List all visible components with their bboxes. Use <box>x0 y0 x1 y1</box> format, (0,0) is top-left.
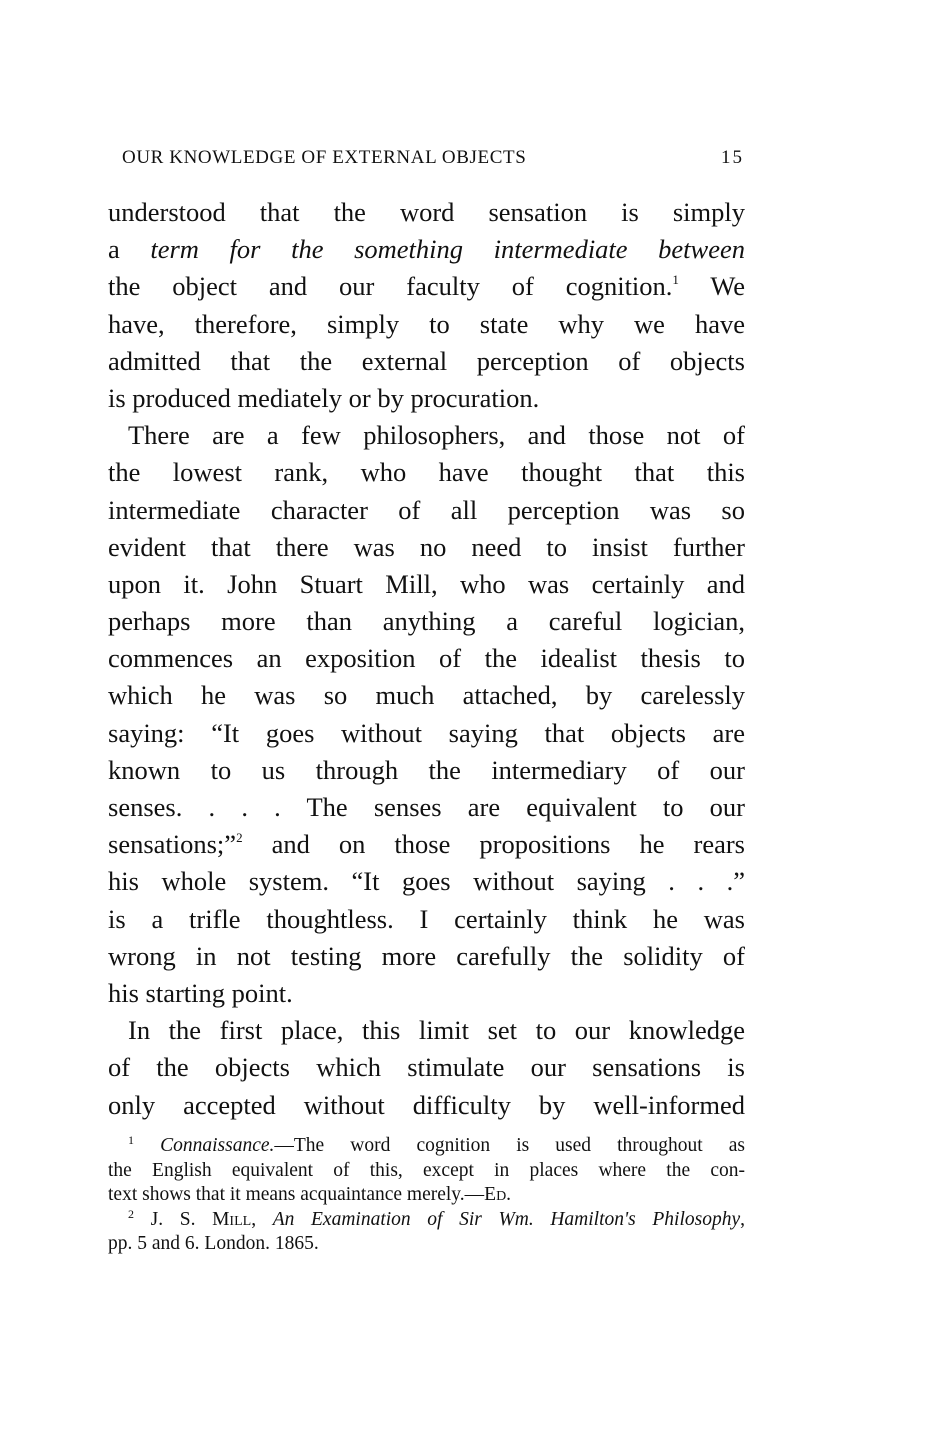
text-segment: have, therefore, simply to state why we have <box>108 308 745 339</box>
text-segment: which he was so much attached, by carelessly <box>108 680 745 711</box>
text-line <box>108 194 745 231</box>
footnote-line <box>108 1232 745 1257</box>
text-segment: the English equivalent of this, except in places where the con- <box>108 1159 745 1181</box>
footnote-reference: 2 <box>236 830 243 846</box>
text-line <box>108 1087 745 1124</box>
text-line <box>108 938 745 975</box>
text-line <box>108 566 745 603</box>
footnotes <box>108 1134 745 1257</box>
text-segment: upon it. John Stuart Mill, who was certainly and <box>108 568 745 599</box>
text-line <box>108 752 745 789</box>
text-segment: There are a few philosophers, and those not of <box>128 420 745 451</box>
text-line <box>108 677 745 714</box>
text-line <box>108 417 745 454</box>
text-segment: evident that there was no need to insist further <box>108 531 745 562</box>
text-line <box>108 231 745 268</box>
text-segment: senses. . . . The senses are equivalent to our <box>108 792 745 822</box>
text-segment: his starting point. <box>108 977 293 1008</box>
text-segment: understood that the word sensation is simply <box>108 197 745 227</box>
footnote-reference: 1 <box>672 272 679 288</box>
text-segment: admitted that the external perception of objects <box>108 345 745 376</box>
text-segment: J. S. <box>150 1208 213 1230</box>
italic-text: Connaissance. <box>160 1135 275 1156</box>
text-segment: Ed. <box>484 1184 512 1205</box>
footnote-line <box>108 1134 745 1159</box>
text-line <box>108 715 745 752</box>
text-line <box>108 789 745 826</box>
footnote-1 <box>108 1134 745 1208</box>
paragraph <box>108 1012 745 1124</box>
text-segment: the lowest rank, who have thought that this <box>108 457 745 488</box>
running-head-title: OUR KNOWLEDGE OF EXTERNAL OBJECTS <box>122 147 527 168</box>
text-segment: , <box>740 1208 746 1230</box>
footnote-marker: 2 <box>128 1206 134 1221</box>
text-line <box>108 529 745 566</box>
footnote-line <box>108 1183 745 1208</box>
text-line <box>108 268 745 305</box>
text-line <box>108 380 745 417</box>
text-segment: sensations;” <box>108 829 237 860</box>
text-segment: intermediate character of all perception was so <box>108 494 745 525</box>
text-segment: text shows that it means acquaintance merely.— <box>108 1184 485 1205</box>
footnote-2 <box>108 1208 745 1257</box>
text-segment: , <box>251 1208 273 1230</box>
page-number: 15 <box>721 147 744 168</box>
text-segment: In the first place, this limit set to our knowledge <box>128 1015 745 1046</box>
text-line <box>108 975 745 1012</box>
text-line <box>108 826 745 863</box>
text-segment: a <box>108 234 151 265</box>
text-line <box>108 603 745 640</box>
text-segment: only accepted without difficulty by well-informed <box>108 1089 745 1120</box>
body-text <box>108 194 745 1124</box>
text-segment: his whole system. “It goes without saying . . .” <box>108 866 745 897</box>
text-segment: is a trifle thoughtless. I certainly think he was <box>108 903 745 934</box>
paragraph <box>108 194 745 417</box>
text-line <box>108 901 745 938</box>
text-line <box>108 492 745 529</box>
footnote-line <box>108 1159 745 1184</box>
footnote-marker: 1 <box>128 1133 134 1147</box>
text-line <box>108 640 745 677</box>
italic-text: term for the something intermediate between <box>150 234 745 265</box>
running-head <box>122 147 744 175</box>
italic-text: An Examination of Sir Wm. Hamilton's Philosophy <box>272 1208 741 1230</box>
text-segment: wrong in not testing more carefully the solidity of <box>108 940 745 971</box>
text-line <box>108 863 745 900</box>
text-line <box>108 1012 745 1049</box>
text-segment: —The word cognition is used throughout as <box>274 1135 746 1156</box>
text-line <box>108 343 745 380</box>
text-segment: and on those propositions he rears <box>242 829 745 860</box>
paragraph <box>108 417 745 1012</box>
text-segment: perhaps more than anything a careful logician, <box>108 606 745 637</box>
text-segment: of the objects which stimulate our sensations is <box>108 1052 745 1083</box>
text-line <box>108 1049 745 1086</box>
text-segment: known to us through the intermediary of our <box>108 754 745 785</box>
text-segment: pp. 5 and 6. London. 1865. <box>108 1233 319 1254</box>
footnote-line <box>108 1208 745 1233</box>
text-line <box>108 454 745 491</box>
text-segment: Mill <box>212 1208 252 1230</box>
text-line <box>108 306 745 343</box>
text-segment: the object and our faculty of cognition. <box>108 271 673 302</box>
text-segment: commences an exposition of the idealist thesis to <box>108 643 745 674</box>
text-segment: We <box>678 271 745 302</box>
text-segment: saying: “It goes without saying that objects are <box>108 717 745 748</box>
text-segment: is produced mediately or by procuration. <box>108 382 540 413</box>
